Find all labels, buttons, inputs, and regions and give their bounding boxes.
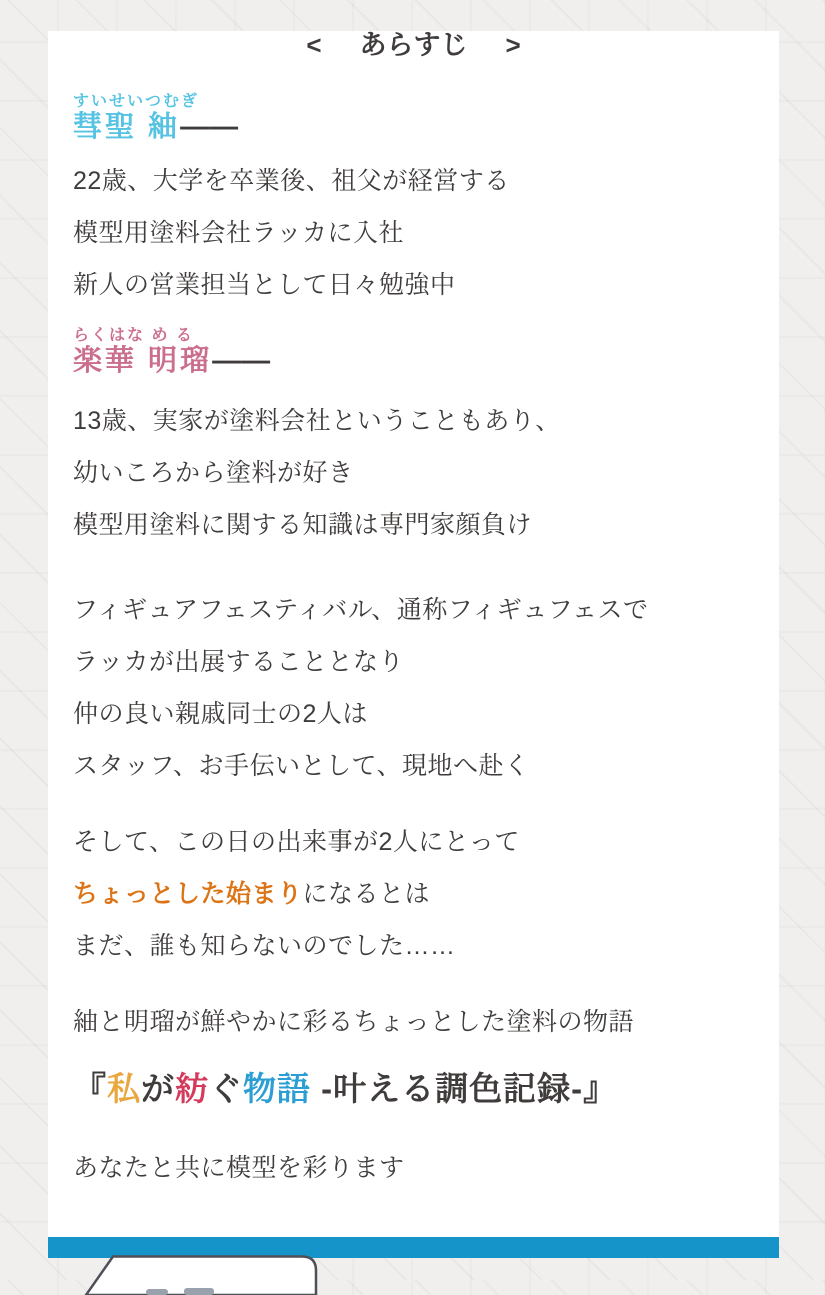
- story-line: ラッカが出展することとなり: [73, 636, 754, 688]
- character2-name: 楽華 明瑠: [73, 345, 212, 377]
- synopsis-card: [48, 31, 779, 1237]
- story-line: 新人の営業担当として日々勉強中: [73, 259, 754, 311]
- story-line-rest: になるとは: [303, 880, 431, 908]
- character1-name: 彗聖 紬: [73, 111, 180, 143]
- prev-arrow-button[interactable]: <: [300, 31, 327, 61]
- title-segment: -叶える調色記録-』: [311, 1070, 617, 1107]
- character1-name-line: [73, 110, 754, 144]
- story-line: そして、この日の出来事が2人にとって: [73, 816, 754, 868]
- character1-furigana: すいせいつむぎ: [73, 93, 754, 111]
- story-line: フィギュアフェスティバル、通称フィギュフェスで: [73, 584, 754, 636]
- next-arrow-button[interactable]: >: [500, 31, 527, 61]
- story-line: [73, 868, 754, 920]
- bottom-bubble[interactable]: [84, 1255, 334, 1295]
- story-line: 模型用塗料会社ラッカに入社: [73, 207, 754, 259]
- section-header: [48, 31, 779, 64]
- tagline: 紬と明瑠が鮮やかに彩るちょっとした塗料の物語: [73, 996, 754, 1048]
- story-line: まだ、誰も知らないのでした……: [73, 920, 754, 972]
- character2-dashes: ――: [212, 345, 270, 377]
- section-title: あらすじ: [360, 31, 468, 64]
- title-segment: ぐ: [209, 1070, 243, 1107]
- title-segment: 紡: [175, 1070, 209, 1107]
- game-title: [73, 1067, 754, 1111]
- title-segment: 『: [73, 1070, 107, 1107]
- character2-furigana: らくはな め る: [73, 327, 754, 345]
- title-segment: が: [141, 1070, 175, 1107]
- character2-description: [73, 395, 754, 551]
- story-line: 22歳、大学を卒業後、祖父が経営する: [73, 155, 754, 207]
- beginning-paragraph: [73, 816, 754, 972]
- story-line: 13歳、実家が塗料会社ということもあり、: [73, 395, 754, 447]
- character2-name-line: [73, 344, 754, 378]
- highlight-text: ちょっとした始まり: [73, 880, 303, 908]
- title-segment: 物語: [243, 1070, 311, 1107]
- title-segment: 私: [107, 1070, 141, 1107]
- event-paragraph: [73, 584, 754, 792]
- story-line: 幼いころから塗料が好き: [73, 447, 754, 499]
- story-line: スタッフ、お手伝いとして、現地へ赴く: [73, 740, 754, 792]
- closing-line: あなたと共に模型を彩ります: [73, 1142, 754, 1194]
- story-line: 模型用塗料に関する知識は専門家顔負け: [73, 499, 754, 551]
- clipped-text-fragment: [146, 1289, 168, 1295]
- character1-description: [73, 155, 754, 311]
- character1-dashes: ――: [180, 111, 238, 143]
- story-line: 仲の良い親戚同士の2人は: [73, 688, 754, 740]
- clipped-text-fragment: [184, 1288, 214, 1295]
